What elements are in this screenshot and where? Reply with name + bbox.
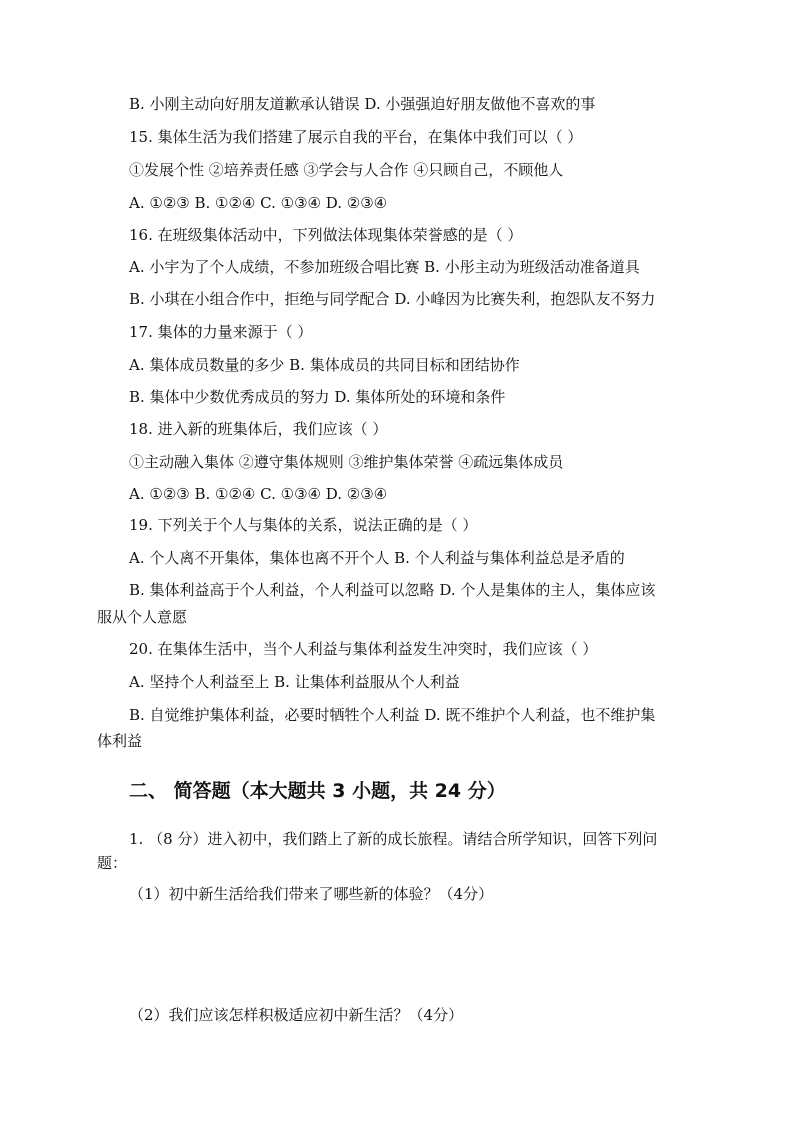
question-20: 20. 在集体生活中，当个人利益与集体利益发生冲突时，我们应该（ ） <box>129 640 598 658</box>
question-15: 15. 集体生活为我们搭建了展示自我的平台，在集体中我们可以（ ） <box>129 128 583 146</box>
option-line: B. 小琪在小组合作中，拒绝与同学配合 D. 小峰因为比赛失利，抱怨队友不努力 <box>129 290 656 308</box>
short-answer-question-1-continued: 题： <box>97 854 128 872</box>
option-line-continued: 体利益 <box>97 732 143 750</box>
option-line: B. 集体中少数优秀成员的努力 D. 集体所处的环境和条件 <box>129 388 506 406</box>
option-line: A. 小宇为了个人成绩，不参加班级合唱比赛 B. 小彤主动为班级活动准备道具 <box>129 258 640 276</box>
short-answer-question-1: 1. （8 分）进入初中，我们踏上了新的成长旅程。请结合所学知识，回答下列问 <box>129 830 658 848</box>
question-18: 18. 进入新的班集体后，我们应该（ ） <box>129 420 388 438</box>
option-line: A. ①②③ B. ①②④ C. ①③④ D. ②③④ <box>129 194 388 212</box>
sub-question-2: （2）我们应该怎样积极适应初中新生活？（4分） <box>129 1006 464 1024</box>
sub-question-1: （1）初中新生活给我们带来了哪些新的体验？（4分） <box>129 885 494 903</box>
option-line: B. 自觉维护集体利益，必要时牺牲个人利益 D. 既不维护个人利益，也不维护集 <box>129 706 656 724</box>
option-line: B. 集体利益高于个人利益，个人利益可以忽略 D. 个人是集体的主人，集体应该 <box>129 581 656 599</box>
option-line: A. ①②③ B. ①②④ C. ①③④ D. ②③④ <box>129 485 388 503</box>
option-line-continued: 服从个人意愿 <box>97 608 188 626</box>
option-line: B. 小刚主动向好朋友道歉承认错误 D. 小强强迫好朋友做他不喜欢的事 <box>129 95 596 113</box>
option-line: A. 坚持个人利益至上 B. 让集体利益服从个人利益 <box>129 673 460 691</box>
question-19: 19. 下列关于个人与集体的关系，说法正确的是（ ） <box>129 516 478 534</box>
option-line: A. 个人离不开集体，集体也离不开个人 B. 个人利益与集体利益总是矛盾的 <box>129 549 625 567</box>
section-heading: 二、 简答题（本大题共 3 小题，共 24 分） <box>129 780 506 802</box>
statement-list: ①发展个性 ②培养责任感 ③学会与人合作 ④只顾自己，不顾他人 <box>129 161 564 179</box>
question-16: 16. 在班级集体活动中，下列做法体现集体荣誉感的是（ ） <box>129 226 523 244</box>
option-line: A. 集体成员数量的多少 B. 集体成员的共同目标和团结协作 <box>129 356 520 374</box>
statement-list: ①主动融入集体 ②遵守集体规则 ③维护集体荣誉 ④疏远集体成员 <box>129 453 564 471</box>
question-17: 17. 集体的力量来源于（ ） <box>129 323 313 341</box>
